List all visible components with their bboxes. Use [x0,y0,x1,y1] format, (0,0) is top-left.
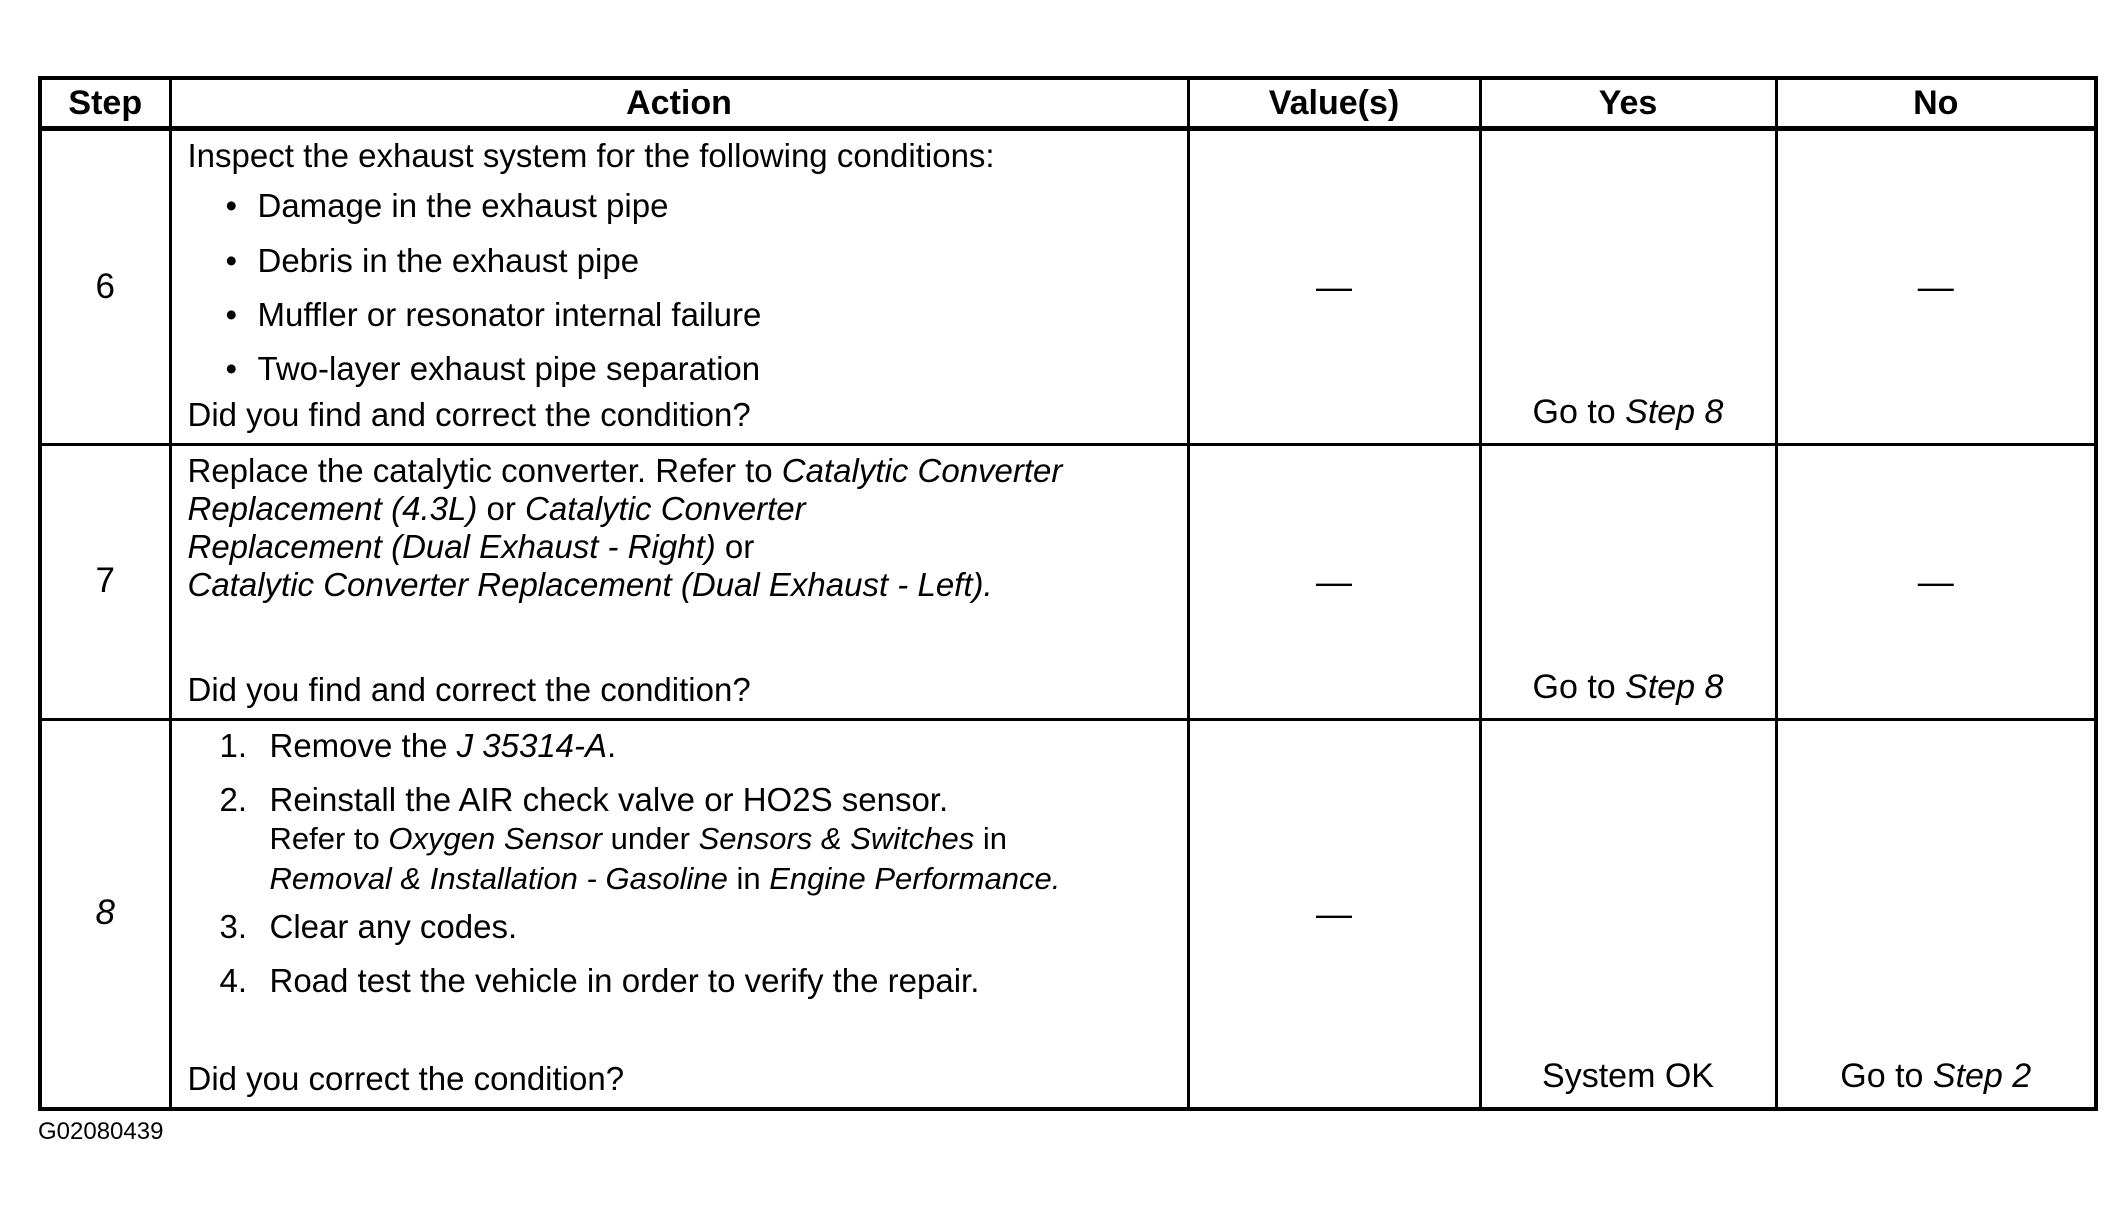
table-row-step-8 [40,719,2096,1109]
step-reference: Step 8 [1625,668,1724,707]
bullet-icon: • [225,295,238,333]
step-reference: Step 2 [1932,1057,2032,1096]
action-cell [170,129,1188,445]
tool-reference: J 35314-A [456,726,608,764]
list-item: 3. Clear any codes. [219,907,518,945]
no-cell: — [1776,129,2096,445]
reference-text: Replacement (4.3L) [187,489,478,527]
bullet-icon: • [225,241,238,279]
action-question: Did you find and correct the condition? [187,396,751,434]
figure-id: G02080439 [38,1118,164,1145]
header-action: Action [170,78,1188,129]
action-cell: Replace the catalytic converter. Refer to Catalytic Converter Replacement (4.3L) or Catalytic Converter Replacement (Dual Exhaust - Right) or Catalytic Converter Replacement (Dual Exhaust - Left). Did you find and correct the condition? [170,444,1188,719]
list-item: 1. Remove the J 35314-A. [219,726,617,764]
header-values: Value(s) [1188,78,1480,129]
action-intro: Inspect the exhaust system for the following conditions: [187,137,995,174]
reference-text: Sensors & Switches [698,821,975,857]
reference-text: Engine Performance. [769,861,1061,897]
reference-text: Catalytic Converter [525,489,806,527]
diagnostic-table [38,76,2098,1111]
yes-cell: Go to Step 8 [1480,444,1776,719]
list-item: • Damage in the exhaust pipe [225,187,669,225]
value-cell: — [1188,719,1480,1109]
bullet-icon: • [225,350,238,388]
table-row-step-6 [40,129,2096,445]
table-row-step-7 [40,444,2096,719]
yes-cell: System OK [1480,719,1776,1109]
header-step: Step [40,78,170,129]
yes-cell: Go to Step 8 [1480,129,1776,445]
reference-text: Replacement (Dual Exhaust - Right) [187,528,716,566]
bullet-icon: • [225,187,238,225]
step-number: 7 [40,444,170,719]
procedure-list [188,727,1173,1001]
list-item: • Debris in the exhaust pipe [225,241,640,279]
step-reference: Step 8 [1625,393,1724,432]
value-cell: — [1188,444,1480,719]
list-item: • Two-layer exhaust pipe separation [225,350,761,388]
no-cell: Go to Step 2 [1776,719,2096,1109]
reference-text: Catalytic Converter Replacement (Dual Exhaust - Left). [187,566,993,604]
action-question: Did you find and correct the condition? [187,671,751,709]
condition-list [188,187,1173,388]
header-yes: Yes [1480,78,1776,129]
step-number: 8 [40,719,170,1109]
list-item: • Muffler or resonator internal failure [225,295,762,333]
action-cell [170,719,1188,1109]
reference-text: Removal & Installation - Gasoline [269,861,728,897]
no-cell: — [1776,444,2096,719]
header-no: No [1776,78,2096,129]
reference-text: Oxygen Sensor [388,821,603,857]
action-question: Did you correct the condition? [187,1060,625,1098]
reference-text: Catalytic Converter [781,451,1063,489]
step-number: 6 [40,129,170,445]
list-item: 4. Road test the vehicle in order to verify the repair. [219,961,980,999]
table-header-row [40,78,2096,129]
value-cell: — [1188,129,1480,445]
list-item: 2. Reinstall the AIR check valve or HO2S sensor. Refer to Oxygen Sensor under Sensors & Switches in Removal & Installation - Gasoline in Engine Performance. [219,780,1061,897]
